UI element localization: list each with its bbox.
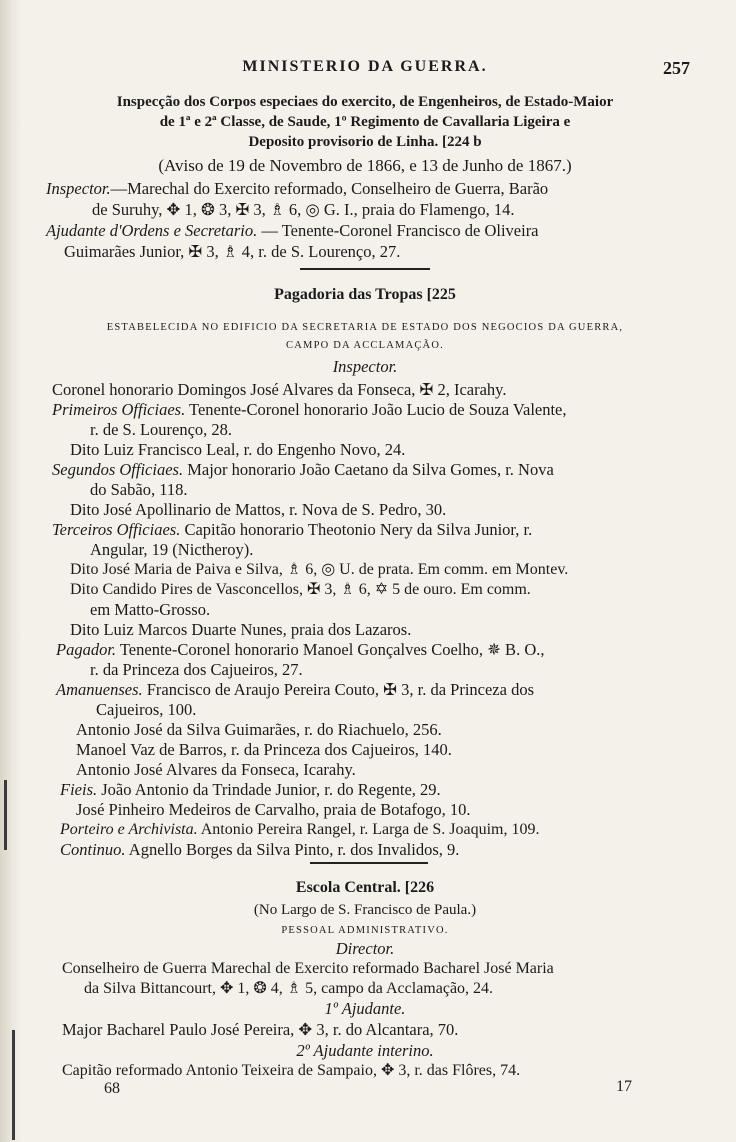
entry-line	[90, 420, 232, 440]
footer-signature-right: 17	[616, 1078, 632, 1095]
entry-line	[52, 520, 532, 540]
entry-line	[52, 380, 506, 400]
entry-line	[76, 760, 356, 780]
entry-line	[96, 700, 196, 720]
entry-text: em Matto-Grosso.	[90, 600, 211, 619]
entry-line	[46, 221, 539, 241]
entry-line	[70, 560, 568, 580]
entry-line	[90, 600, 210, 620]
entry-text: Tenente-Coronel honorario João Lucio de Souza Valente,	[185, 400, 567, 419]
entry-text: Dito Luiz Marcos Duarte Nunes, praia dos Lazaros.	[70, 620, 412, 639]
role-label: Porteiro e Archivista.	[60, 821, 198, 838]
role-label: Amanuenses.	[56, 680, 143, 699]
section-subtitle: CAMPO DA ACCLAMAÇÃO.	[286, 340, 444, 351]
page-header	[40, 58, 690, 82]
entry-text: Tenente-Coronel honorario Manoel Gonçalves Coelho, ✵ B. O.,	[116, 640, 545, 659]
role-label: Terceiros Officiaes.	[52, 520, 181, 539]
entry-text: do Sabão, 118.	[90, 480, 188, 499]
gutter-mark	[12, 1030, 15, 1140]
entry-line	[70, 440, 405, 460]
entry-text: Angular, 19 (Nictheroy).	[90, 540, 254, 559]
section-divider	[310, 862, 428, 864]
entry-text: Capitão reformado Antonio Teixeira de Sampaio, ✥ 3, r. das Flôres, 74.	[62, 1062, 521, 1079]
entry-text: Conselheiro de Guerra Marechal de Exercito reformado Bacharel José Maria	[62, 960, 554, 977]
entry-line	[52, 460, 554, 480]
entry-line	[62, 959, 554, 979]
footer-signature-left: 68	[104, 1080, 120, 1097]
entry-text: Dito Luiz Francisco Leal, r. do Engenho Novo, 24.	[70, 440, 406, 459]
entry-line	[46, 179, 548, 199]
role-label: Pagador.	[56, 640, 117, 659]
entry-line	[90, 480, 187, 500]
entry-text: Manoel Vaz de Barros, r. da Princeza dos Cajueiros, 140.	[76, 740, 452, 759]
section-title: de 1ª e 2ª Classe, de Saude, 1º Regimento de Cavallaria Ligeira e	[159, 114, 571, 130]
role-label: Primeiros Officiaes.	[52, 400, 186, 419]
section-subtitle: PESSOAL ADMINISTRATIVO.	[281, 925, 449, 936]
entry-text: Dito José Maria de Paiva e Silva, ♗ 6, ◎ U. de prata. Em comm. em Montev.	[70, 561, 569, 578]
entry-text: Major honorario João Caetano da Silva Gomes, r. Nova	[183, 460, 554, 479]
role-label: Continuo.	[60, 840, 126, 859]
aviso-note: (Aviso de 19 de Novembro de 1866, e 13 de Junho de 1867.)	[158, 156, 572, 175]
entry-line	[62, 1061, 520, 1081]
entry-line	[52, 400, 567, 420]
role-label: Ajudante d'Ordens e Secretario.	[46, 221, 258, 240]
entry-text: José Pinheiro Medeiros de Carvalho, praia de Botafogo, 10.	[76, 800, 471, 819]
section-location: (No Largo de S. Francisco de Paula.)	[253, 902, 477, 918]
entry-text: Antonio Pereira Rangel, r. Larga de S. Joaquim, 109.	[197, 821, 540, 838]
role-heading: Director.	[335, 939, 395, 958]
role-label: Segundos Officiaes.	[52, 460, 184, 479]
entry-line	[76, 800, 471, 820]
entry-line	[76, 740, 452, 760]
entry-line	[60, 780, 441, 800]
entry-text: r. de S. Lourenço, 28.	[90, 420, 233, 439]
entry-line	[56, 680, 534, 700]
entry-text: Capitão honorario Theotonio Nery da Silva Junior, r.	[180, 520, 533, 539]
entry-line	[70, 500, 446, 520]
entry-line	[70, 620, 411, 640]
entry-line	[90, 540, 253, 560]
section-title: Inspecção dos Corpos especiaes do exercito, de Engenheiros, de Estado-Maior	[116, 94, 614, 110]
role-heading: Inspector.	[332, 357, 398, 376]
entry-text: Agnello Borges da Silva Pinto, r. dos Invalidos, 9.	[125, 840, 460, 859]
entry-line	[56, 640, 544, 660]
entry-text: — Tenente-Coronel Francisco de Oliveira	[257, 221, 539, 240]
role-label: Fieis.	[60, 780, 98, 799]
entry-text: Antonio José da Silva Guimarães, r. do Riachuelo, 256.	[76, 720, 442, 739]
entry-text: Guimarães Junior, ✠ 3, ♗ 4, r. de S. Lourenço, 27.	[64, 242, 401, 261]
entry-text: r. da Princeza dos Cajueiros, 27.	[90, 660, 303, 679]
section-divider	[300, 268, 430, 270]
entry-line	[70, 580, 531, 600]
entry-line	[60, 820, 539, 840]
role-heading: 1º Ajudante.	[324, 999, 406, 1018]
page-number: 257	[663, 58, 690, 78]
entry-line	[76, 720, 442, 740]
entry-text: João Antonio da Trindade Junior, r. do Regente, 29.	[97, 780, 441, 799]
section-title: Deposito provisorio de Linha. [224 b	[248, 134, 482, 150]
entry-line	[92, 200, 514, 220]
section-title: Escola Central. [226	[295, 879, 435, 896]
entry-line	[64, 242, 400, 262]
entry-text: Antonio José Alvares da Fonseca, Icarahy.	[76, 760, 356, 779]
binding-gutter	[0, 0, 22, 1142]
role-label: Inspector.	[46, 179, 111, 198]
gutter-mark	[4, 780, 7, 850]
entry-text: Dito Candido Pires de Vasconcellos, ✠ 3, ♗ 6, ✡ 5 de ouro. Em comm.	[70, 581, 531, 598]
entry-text: Coronel honorario Domingos José Alvares da Fonseca, ✠ 2, Icarahy.	[52, 380, 507, 399]
entry-text: Dito José Apollinario de Mattos, r. Nova de S. Pedro, 30.	[70, 500, 447, 519]
entry-line	[62, 1020, 458, 1040]
entry-text: Cajueiros, 100.	[96, 700, 197, 719]
entry-text: Francisco de Araujo Pereira Couto, ✠ 3, r. da Princeza dos	[142, 680, 535, 699]
entry-text: de Suruhy, ✥ 1, ❂ 3, ✠ 3, ♗ 6, ◎ G. I., praia do Flamengo, 14.	[92, 200, 515, 219]
entry-text: —Marechal do Exercito reformado, Conselheiro de Guerra, Barão	[110, 179, 549, 198]
section-title: Pagadoria das Tropas [225	[274, 286, 456, 303]
entry-text: Major Bacharel Paulo José Pereira, ✥ 3, r. do Alcantara, 70.	[62, 1020, 459, 1039]
page-title: MINISTERIO DA GUERRA.	[242, 58, 488, 75]
role-heading: 2º Ajudante interino.	[296, 1041, 434, 1060]
section-subtitle: ESTABELECIDA NO EDIFICIO DA SECRETARIA DE ESTADO DOS NEGOCIOS DA GUERRA,	[106, 322, 624, 333]
entry-text: da Silva Bittancourt, ✥ 1, ❂ 4, ♗ 5, campo da Acclamação, 24.	[84, 980, 494, 997]
entry-line	[90, 660, 303, 680]
entry-line	[84, 979, 493, 999]
entry-line	[60, 840, 459, 860]
